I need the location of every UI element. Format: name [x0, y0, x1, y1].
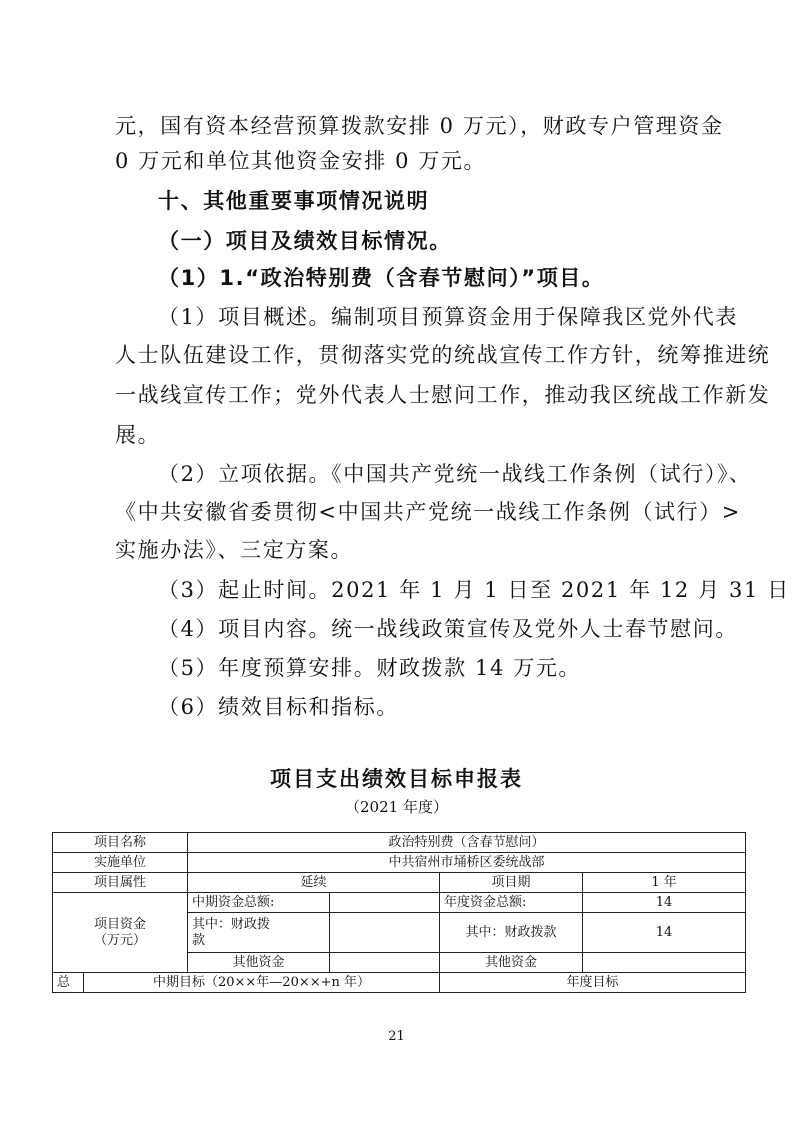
body-line: 一战线宣传工作；党外代表人士慰问工作，推动我区统战工作新发 [115, 383, 771, 407]
section-heading: 十、其他重要事项情况说明 [158, 189, 430, 213]
project-heading: （1）1.“政治特别费（含春节慰问）”项目。 [158, 266, 605, 290]
attr-label: 项目属性 [53, 873, 188, 893]
body-line: 实施办法》、三定方案。 [115, 538, 354, 562]
mid-total-label: 中期资金总额: [188, 893, 330, 913]
subsection-heading: （一）项目及绩效目标情况。 [158, 229, 452, 253]
body-line: （2）立项依据。《中国共产党统一战线工作条例（试行）》、 [158, 462, 752, 486]
table-year: （2021 年度） [345, 798, 448, 816]
unit-value: 中共宿州市埇桥区委统战部 [188, 853, 746, 873]
table-row [53, 853, 746, 873]
mid-fiscal-label: 其中：财政拨 款 [188, 913, 330, 953]
year-total-value: 14 [583, 893, 746, 913]
unit-label: 实施单位 [53, 853, 188, 873]
body-line: 元，国有资本经营预算拨款安排 0 万元），财政专户管理资金 [115, 114, 724, 138]
table-title: 项目支出绩效目标申报表 [270, 767, 523, 791]
year-other-label: 其他资金 [440, 953, 583, 973]
year-goal-label: 年度目标 [440, 973, 746, 993]
mid-total-value [330, 893, 440, 913]
total-label: 总 [53, 973, 84, 993]
table-row [53, 893, 746, 913]
body-line: （3）起止时间。2021 年 1 月 1 日至 2021 年 12 月 31 日 [158, 578, 790, 602]
body-line: 《中共安徽省委贯彻<中国共产党统一战线工作条例（试行）> [115, 500, 741, 524]
mid-goal-label: 中期目标（20××年—20××+n 年） [84, 973, 440, 993]
table-row [53, 973, 746, 993]
period-label: 项目期 [440, 873, 583, 893]
body-line: 展。 [115, 423, 161, 447]
page-number: 21 [388, 1029, 405, 1044]
body-line: （5）年度预算安排。财政拨款 14 万元。 [158, 656, 582, 680]
year-other-value [583, 953, 746, 973]
year-fiscal-value: 14 [583, 913, 746, 953]
body-line: 0 万元和单位其他资金安排 0 万元。 [115, 149, 487, 173]
mid-fiscal-value [330, 913, 440, 953]
body-line: （6）绩效目标和指标。 [158, 695, 399, 719]
body-line: 人士队伍建设工作，贯彻落实党的统战宣传工作方针，统筹推进统 [115, 343, 771, 367]
attr-value: 延续 [188, 873, 440, 893]
table-row [53, 833, 746, 853]
body-line: （4）项目内容。统一战线政策宣传及党外人士春节慰问。 [158, 617, 738, 641]
body-line: （1）项目概述。编制项目预算资金用于保障我区党外代表 [158, 305, 738, 329]
funds-label: 项目资金 （万元） [53, 893, 188, 973]
period-value: 1 年 [583, 873, 746, 893]
project-name-value: 政治特别费（含春节慰问） [188, 833, 746, 853]
mid-other-value [330, 953, 440, 973]
mid-other-label: 其他资金 [188, 953, 330, 973]
performance-table [52, 832, 746, 993]
table-row [53, 873, 746, 893]
year-total-label: 年度资金总额: [440, 893, 583, 913]
project-name-label: 项目名称 [53, 833, 188, 853]
year-fiscal-label: 其中：财政拨款 [440, 913, 583, 953]
